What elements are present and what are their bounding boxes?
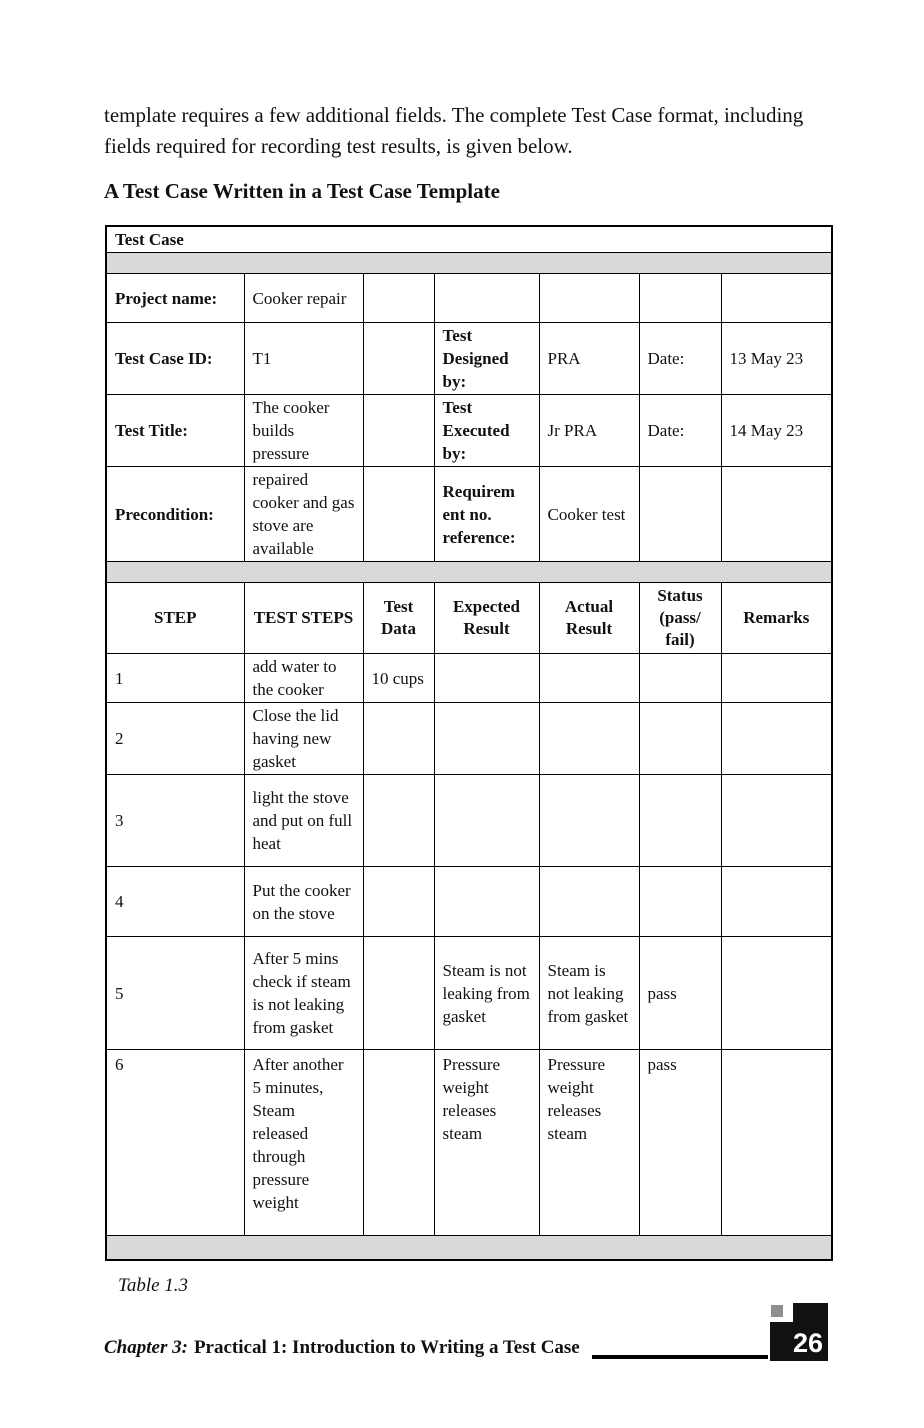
step-expected-result (434, 654, 539, 703)
chapter-label: Chapter 3: (104, 1337, 188, 1358)
step-number: 6 (106, 1050, 244, 1236)
step-status (639, 703, 721, 775)
step-test-steps: After another 5 minutes, Steam released through pressure weight (244, 1050, 363, 1236)
step-actual-result (539, 654, 639, 703)
step-number: 2 (106, 703, 244, 775)
steps-header-row (106, 583, 832, 654)
table-title-row (106, 226, 832, 253)
info-value (539, 274, 639, 323)
step-remarks (721, 775, 832, 867)
spacer-cell (363, 274, 434, 323)
info-label: Requirem ent no. reference: (434, 467, 539, 562)
step-number: 5 (106, 937, 244, 1050)
shaded-divider-row (106, 1236, 832, 1260)
info-label: Test Executed by: (434, 395, 539, 467)
step-test-steps: add water to the cooker (244, 654, 363, 703)
step-actual-result (539, 775, 639, 867)
step-test-steps: Put the cooker on the stove (244, 867, 363, 937)
step-status (639, 775, 721, 867)
step-status: pass (639, 1050, 721, 1236)
shaded-divider-cell (106, 562, 832, 583)
chapter-title: Practical 1: Introduction to Writing a Test Case (193, 1337, 580, 1358)
step-remarks (721, 867, 832, 937)
step-test-data (363, 1050, 434, 1236)
step-row (106, 703, 832, 775)
step-row (106, 654, 832, 703)
step-test-data (363, 775, 434, 867)
info-row-test-title (106, 395, 832, 467)
info-label: Test Case ID: (106, 323, 244, 395)
table-caption: Table 1.3 (118, 1275, 189, 1296)
step-test-steps: Close the lid having new gasket (244, 703, 363, 775)
step-row (106, 867, 832, 937)
step-actual-result (539, 867, 639, 937)
step-status: pass (639, 937, 721, 1050)
column-header-expected-result: Expected Result (434, 583, 539, 654)
step-test-data: 10 cups (363, 654, 434, 703)
shaded-divider-cell (106, 1236, 832, 1260)
page-number: 26 (792, 1328, 823, 1358)
info-value (721, 467, 832, 562)
info-label (639, 274, 721, 323)
column-header-step: STEP (106, 583, 244, 654)
info-value: Cooker repair (244, 274, 363, 323)
step-remarks (721, 654, 832, 703)
info-label: Test Designed by: (434, 323, 539, 395)
footer-chapter-line (104, 1336, 580, 1360)
step-number: 4 (106, 867, 244, 937)
info-label: Date: (639, 323, 721, 395)
info-label (639, 467, 721, 562)
info-label: Test Title: (106, 395, 244, 467)
column-header-test-data: Test Data (363, 583, 434, 654)
info-label: Precondition: (106, 467, 244, 562)
step-remarks (721, 703, 832, 775)
step-row (106, 1050, 832, 1236)
step-actual-result: Steam is not leaking from gasket (539, 937, 639, 1050)
step-status (639, 654, 721, 703)
info-row-precondition (106, 467, 832, 562)
step-expected-result: Steam is not leaking from gasket (434, 937, 539, 1050)
column-header-test-steps: TEST STEPS (244, 583, 363, 654)
step-status (639, 867, 721, 937)
step-remarks (721, 1050, 832, 1236)
footer-underline (592, 1355, 768, 1359)
step-test-data (363, 937, 434, 1050)
intro-paragraph: template requires a few additional fields. The complete Test Case format, including fields required for recording test results, is given below. (104, 103, 804, 158)
table-title: Test Case (106, 226, 832, 253)
step-number: 3 (106, 775, 244, 867)
step-expected-result (434, 867, 539, 937)
step-row (106, 937, 832, 1050)
shaded-divider-row (106, 253, 832, 274)
step-expected-result (434, 703, 539, 775)
step-number: 1 (106, 654, 244, 703)
info-row-project (106, 274, 832, 323)
spacer-cell (363, 467, 434, 562)
info-label: Project name: (106, 274, 244, 323)
column-header-actual-result: Actual Result (539, 583, 639, 654)
info-value (721, 274, 832, 323)
step-test-steps: After 5 mins check if steam is not leaking from gasket (244, 937, 363, 1050)
info-value: 14 May 23 (721, 395, 832, 467)
info-label: Date: (639, 395, 721, 467)
info-value: 13 May 23 (721, 323, 832, 395)
info-label (434, 274, 539, 323)
step-expected-result: Pressure weight releases steam (434, 1050, 539, 1236)
info-value: Jr PRA (539, 395, 639, 467)
info-value: The cooker builds pressure (244, 395, 363, 467)
info-value: Cooker test (539, 467, 639, 562)
step-test-data (363, 867, 434, 937)
step-actual-result (539, 703, 639, 775)
spacer-cell (363, 395, 434, 467)
footer-gray-square (771, 1305, 783, 1317)
step-expected-result (434, 775, 539, 867)
step-remarks (721, 937, 832, 1050)
step-test-data (363, 703, 434, 775)
info-value: repaired cooker and gas stove are available (244, 467, 363, 562)
shaded-divider-row (106, 562, 832, 583)
step-row (106, 775, 832, 867)
step-actual-result: Pressure weight releases steam (539, 1050, 639, 1236)
step-test-steps: light the stove and put on full heat (244, 775, 363, 867)
test-case-table (105, 225, 833, 1261)
info-value: PRA (539, 323, 639, 395)
column-header-remarks: Remarks (721, 583, 832, 654)
section-heading: A Test Case Written in a Test Case Template (104, 179, 500, 203)
info-row-test-case-id (106, 323, 832, 395)
shaded-divider-cell (106, 253, 832, 274)
spacer-cell (363, 323, 434, 395)
info-value: T1 (244, 323, 363, 395)
column-header-status: Status (pass/ fail) (639, 583, 721, 654)
